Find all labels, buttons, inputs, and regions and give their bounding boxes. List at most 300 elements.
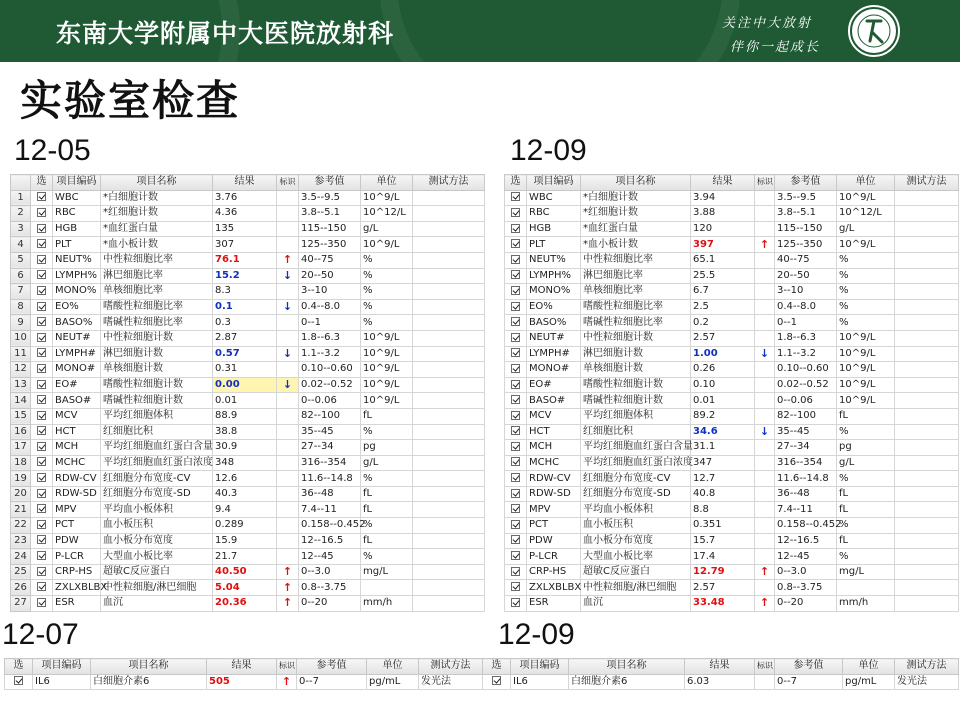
cell-result: 6.03 xyxy=(685,674,755,690)
checkbox-checked[interactable] xyxy=(37,535,46,544)
row-number: 15 xyxy=(11,408,31,424)
select-checkbox-cell[interactable] xyxy=(505,549,527,565)
checkbox-checked[interactable] xyxy=(37,270,46,279)
cell-reference: 0.10--0.60 xyxy=(299,362,361,378)
checkbox-checked[interactable] xyxy=(511,348,520,357)
checkbox-checked[interactable] xyxy=(511,598,520,607)
header-select[interactable]: 选 xyxy=(31,175,53,191)
checkbox-checked[interactable] xyxy=(511,333,520,342)
table-row[interactable] xyxy=(505,533,959,549)
select-checkbox-cell[interactable] xyxy=(505,346,527,362)
checkbox-checked[interactable] xyxy=(511,255,520,264)
cell-method xyxy=(895,549,959,565)
checkbox-checked[interactable] xyxy=(511,364,520,373)
select-checkbox-cell[interactable] xyxy=(31,237,53,253)
table-row[interactable] xyxy=(505,268,959,284)
table-row[interactable] xyxy=(505,315,959,331)
select-checkbox-cell[interactable] xyxy=(505,237,527,253)
checkbox-checked[interactable] xyxy=(37,489,46,498)
cell-result: 0.2 xyxy=(691,315,755,331)
table-row[interactable] xyxy=(11,486,485,502)
cell-unit xyxy=(361,580,413,596)
select-checkbox-cell[interactable] xyxy=(31,502,53,518)
select-checkbox-cell[interactable] xyxy=(31,580,53,596)
select-checkbox-cell[interactable] xyxy=(31,221,53,237)
cell-name: 淋巴细胞计数 xyxy=(101,346,213,362)
select-checkbox-cell[interactable] xyxy=(31,564,53,580)
cell-flag xyxy=(755,533,775,549)
select-checkbox-cell[interactable] xyxy=(505,564,527,580)
checkbox-checked[interactable] xyxy=(37,473,46,482)
table-row[interactable] xyxy=(5,674,483,690)
checkbox-checked[interactable] xyxy=(511,411,520,420)
checkbox-checked[interactable] xyxy=(37,520,46,529)
table-row[interactable] xyxy=(11,268,485,284)
header-code[interactable]: 项目编码 xyxy=(511,659,569,675)
table-row[interactable] xyxy=(505,393,959,409)
table-row[interactable] xyxy=(505,221,959,237)
cell-result: 33.48 xyxy=(691,596,755,612)
cell-reference: 7.4--11 xyxy=(775,502,837,518)
select-checkbox-cell[interactable] xyxy=(31,362,53,378)
cell-method xyxy=(413,330,485,346)
table-row[interactable] xyxy=(11,596,485,612)
cell-flag xyxy=(277,424,299,440)
header-unit[interactable]: 单位 xyxy=(837,175,895,191)
table-row[interactable] xyxy=(11,455,485,471)
checkbox-checked[interactable] xyxy=(37,317,46,326)
table-row[interactable] xyxy=(505,299,959,315)
checkbox-checked[interactable] xyxy=(511,520,520,529)
cell-name: *血红蛋白量 xyxy=(581,221,691,237)
table-row[interactable] xyxy=(505,596,959,612)
cell-reference: 115--150 xyxy=(775,221,837,237)
table-row[interactable] xyxy=(505,440,959,456)
cell-name: 血沉 xyxy=(101,596,213,612)
cell-code: PDW xyxy=(53,533,101,549)
cell-method xyxy=(413,471,485,487)
checkbox-checked[interactable] xyxy=(511,224,520,233)
cell-unit: g/L xyxy=(837,221,895,237)
checkbox-checked[interactable] xyxy=(37,364,46,373)
cell-result: 348 xyxy=(213,455,277,471)
table-header-row xyxy=(483,659,959,675)
table-row[interactable] xyxy=(11,502,485,518)
header-unit[interactable]: 单位 xyxy=(843,659,895,675)
cell-unit: % xyxy=(361,424,413,440)
cell-flag xyxy=(277,393,299,409)
cell-method xyxy=(895,580,959,596)
table-row[interactable] xyxy=(505,408,959,424)
header-select[interactable]: 选 xyxy=(505,175,527,191)
table-row[interactable] xyxy=(505,377,959,393)
cell-name: 血小板分布宽度 xyxy=(581,533,691,549)
table-row[interactable] xyxy=(11,362,485,378)
header-reference[interactable]: 参考值 xyxy=(775,175,837,191)
select-checkbox-cell[interactable] xyxy=(483,674,511,690)
cell-result: 15.2 xyxy=(213,268,277,284)
cell-flag xyxy=(755,362,775,378)
checkbox-checked[interactable] xyxy=(37,255,46,264)
cell-reference: 0.4--8.0 xyxy=(775,299,837,315)
select-checkbox-cell[interactable] xyxy=(31,455,53,471)
select-checkbox-cell[interactable] xyxy=(505,424,527,440)
checkbox-checked[interactable] xyxy=(14,676,23,685)
select-checkbox-cell[interactable] xyxy=(31,486,53,502)
cell-method xyxy=(413,455,485,471)
checkbox-checked[interactable] xyxy=(37,208,46,217)
cell-flag xyxy=(755,330,775,346)
select-checkbox-cell[interactable] xyxy=(31,393,53,409)
checkbox-checked[interactable] xyxy=(492,676,501,685)
select-checkbox-cell[interactable] xyxy=(505,190,527,206)
header-flag[interactable]: 标识 xyxy=(277,659,297,675)
cell-method xyxy=(895,564,959,580)
checkbox-checked[interactable] xyxy=(37,426,46,435)
cell-result: 0.3 xyxy=(213,315,277,331)
cell-name: 中性粒细胞计数 xyxy=(101,330,213,346)
checkbox-checked[interactable] xyxy=(511,317,520,326)
select-checkbox-cell[interactable] xyxy=(31,424,53,440)
table-row[interactable] xyxy=(505,549,959,565)
select-checkbox-cell[interactable] xyxy=(505,377,527,393)
checkbox-checked[interactable] xyxy=(37,224,46,233)
select-checkbox-cell[interactable] xyxy=(505,408,527,424)
cell-name: 中性粒细胞比率 xyxy=(101,252,213,268)
select-checkbox-cell[interactable] xyxy=(31,549,53,565)
select-checkbox-cell[interactable] xyxy=(31,518,53,534)
checkbox-checked[interactable] xyxy=(37,333,46,342)
cell-name: 淋巴细胞比率 xyxy=(581,268,691,284)
select-checkbox-cell[interactable] xyxy=(31,330,53,346)
select-checkbox-cell[interactable] xyxy=(505,315,527,331)
cell-flag xyxy=(277,237,299,253)
cell-code: HCT xyxy=(527,424,581,440)
table-row[interactable] xyxy=(11,580,485,596)
row-number: 17 xyxy=(11,440,31,456)
table-row[interactable] xyxy=(505,502,959,518)
select-checkbox-cell[interactable] xyxy=(31,206,53,222)
cell-result: 15.7 xyxy=(691,533,755,549)
cell-result: 1.00 xyxy=(691,346,755,362)
cell-unit: 10^9/L xyxy=(837,377,895,393)
table-row[interactable] xyxy=(11,330,485,346)
table-row[interactable] xyxy=(505,455,959,471)
checkbox-checked[interactable] xyxy=(37,582,46,591)
cell-name: 单核细胞计数 xyxy=(101,362,213,378)
checkbox-checked[interactable] xyxy=(511,535,520,544)
select-checkbox-cell[interactable] xyxy=(31,596,53,612)
select-checkbox-cell[interactable] xyxy=(31,533,53,549)
select-checkbox-cell[interactable] xyxy=(31,408,53,424)
cell-name: 血小板压积 xyxy=(101,518,213,534)
select-checkbox-cell[interactable] xyxy=(505,580,527,596)
cell-method xyxy=(413,596,485,612)
cell-unit: 10^9/L xyxy=(837,190,895,206)
cell-result: 135 xyxy=(213,221,277,237)
checkbox-checked[interactable] xyxy=(511,239,520,248)
header-method[interactable]: 测试方法 xyxy=(895,659,959,675)
header-result[interactable]: 结果 xyxy=(691,175,755,191)
checkbox-checked[interactable] xyxy=(511,286,520,295)
cell-flag: ↓ xyxy=(277,268,299,284)
cell-code: BASO# xyxy=(527,393,581,409)
table-row[interactable] xyxy=(11,424,485,440)
select-checkbox-cell[interactable] xyxy=(31,471,53,487)
checkbox-checked[interactable] xyxy=(37,411,46,420)
cell-unit: mm/h xyxy=(837,596,895,612)
select-checkbox-cell[interactable] xyxy=(505,252,527,268)
select-checkbox-cell[interactable] xyxy=(505,518,527,534)
table-row[interactable] xyxy=(505,252,959,268)
cell-result: 31.1 xyxy=(691,440,755,456)
table-row[interactable] xyxy=(11,252,485,268)
cell-result: 0.31 xyxy=(213,362,277,378)
table-row[interactable] xyxy=(11,377,485,393)
cell-name: 平均红细胞体积 xyxy=(581,408,691,424)
header-code[interactable]: 项目编码 xyxy=(53,175,101,191)
cell-reference: 27--34 xyxy=(775,440,837,456)
cell-code: RDW-SD xyxy=(527,486,581,502)
cell-reference: 0--3.0 xyxy=(299,564,361,580)
checkbox-checked[interactable] xyxy=(37,286,46,295)
table-row[interactable] xyxy=(11,408,485,424)
table-row[interactable] xyxy=(11,221,485,237)
checkbox-checked[interactable] xyxy=(37,239,46,248)
select-checkbox-cell[interactable] xyxy=(5,674,33,690)
select-checkbox-cell[interactable] xyxy=(505,533,527,549)
cell-unit: fL xyxy=(361,408,413,424)
cell-code: HGB xyxy=(53,221,101,237)
cell-result: 120 xyxy=(691,221,755,237)
table-row[interactable] xyxy=(505,284,959,300)
cell-method xyxy=(895,362,959,378)
header-flag[interactable]: 标识 xyxy=(755,175,775,191)
header-result[interactable]: 结果 xyxy=(685,659,755,675)
checkbox-checked[interactable] xyxy=(511,457,520,466)
table-row[interactable] xyxy=(11,518,485,534)
table-row[interactable] xyxy=(11,190,485,206)
select-checkbox-cell[interactable] xyxy=(505,330,527,346)
header-reference[interactable]: 参考值 xyxy=(775,659,843,675)
header-unit[interactable]: 单位 xyxy=(361,175,413,191)
cell-unit: % xyxy=(361,299,413,315)
cell-unit: fL xyxy=(837,408,895,424)
select-checkbox-cell[interactable] xyxy=(31,252,53,268)
header-name[interactable]: 项目名称 xyxy=(569,659,685,675)
cell-reference: 36--48 xyxy=(775,486,837,502)
cell-reference: 82--100 xyxy=(299,408,361,424)
cell-flag: ↓ xyxy=(755,424,775,440)
table-row[interactable] xyxy=(505,580,959,596)
cell-unit: 10^9/L xyxy=(361,330,413,346)
cell-flag xyxy=(755,393,775,409)
header-reference[interactable]: 参考值 xyxy=(299,175,361,191)
cell-method xyxy=(413,362,485,378)
header-method[interactable]: 测试方法 xyxy=(419,659,483,675)
select-checkbox-cell[interactable] xyxy=(505,362,527,378)
header-flag[interactable]: 标识 xyxy=(277,175,299,191)
select-checkbox-cell[interactable] xyxy=(505,596,527,612)
checkbox-checked[interactable] xyxy=(37,457,46,466)
cell-flag xyxy=(277,549,299,565)
checkbox-checked[interactable] xyxy=(511,582,520,591)
checkbox-checked[interactable] xyxy=(37,302,46,311)
table-row[interactable] xyxy=(11,237,485,253)
checkbox-checked[interactable] xyxy=(511,567,520,576)
select-checkbox-cell[interactable] xyxy=(505,440,527,456)
header-method[interactable]: 测试方法 xyxy=(895,175,959,191)
cell-name: 白细胞介素6 xyxy=(91,674,207,690)
lab-table-1209-il6 xyxy=(482,658,959,690)
cell-code: ESR xyxy=(53,596,101,612)
cell-name: 中性粒细胞/淋巴细胞 xyxy=(101,580,213,596)
select-checkbox-cell[interactable] xyxy=(505,486,527,502)
cell-code: ZXLXBLBX xyxy=(53,580,101,596)
select-checkbox-cell[interactable] xyxy=(31,190,53,206)
checkbox-checked[interactable] xyxy=(37,380,46,389)
table-row[interactable] xyxy=(11,346,485,362)
table-row[interactable] xyxy=(505,486,959,502)
table-row[interactable] xyxy=(505,206,959,222)
table-row[interactable] xyxy=(505,237,959,253)
table-row[interactable] xyxy=(11,549,485,565)
select-checkbox-cell[interactable] xyxy=(505,221,527,237)
header-result[interactable]: 结果 xyxy=(213,175,277,191)
table-row[interactable] xyxy=(11,471,485,487)
table-row[interactable] xyxy=(11,393,485,409)
cell-reference: 3.5--9.5 xyxy=(299,190,361,206)
cell-result: 6.7 xyxy=(691,284,755,300)
cell-unit: mg/L xyxy=(361,564,413,580)
checkbox-checked[interactable] xyxy=(511,208,520,217)
table-row[interactable] xyxy=(11,533,485,549)
select-checkbox-cell[interactable] xyxy=(31,346,53,362)
cell-name: *红细胞计数 xyxy=(101,206,213,222)
select-checkbox-cell[interactable] xyxy=(31,284,53,300)
cell-flag xyxy=(755,377,775,393)
checkbox-checked[interactable] xyxy=(37,551,46,560)
cell-reference: 3.8--5.1 xyxy=(775,206,837,222)
cell-result: 0.1 xyxy=(213,299,277,315)
table-row[interactable] xyxy=(11,440,485,456)
cell-code: MONO% xyxy=(527,284,581,300)
header-result[interactable]: 结果 xyxy=(207,659,277,675)
table-row[interactable] xyxy=(505,190,959,206)
table-row[interactable] xyxy=(505,471,959,487)
checkbox-checked[interactable] xyxy=(511,504,520,513)
checkbox-checked[interactable] xyxy=(511,270,520,279)
checkbox-checked[interactable] xyxy=(37,598,46,607)
select-checkbox-cell[interactable] xyxy=(505,455,527,471)
select-checkbox-cell[interactable] xyxy=(31,315,53,331)
table-row[interactable] xyxy=(11,299,485,315)
select-checkbox-cell[interactable] xyxy=(505,471,527,487)
cell-name: 嗜酸性粒细胞比率 xyxy=(101,299,213,315)
table-row[interactable] xyxy=(11,564,485,580)
checkbox-checked[interactable] xyxy=(37,192,46,201)
header-code[interactable]: 项目编码 xyxy=(527,175,581,191)
cell-flag: ↑ xyxy=(755,237,775,253)
cell-flag xyxy=(755,486,775,502)
table-row[interactable] xyxy=(11,284,485,300)
table-row[interactable] xyxy=(505,362,959,378)
cell-unit: g/L xyxy=(361,221,413,237)
table-row[interactable] xyxy=(505,330,959,346)
header-name[interactable]: 项目名称 xyxy=(91,659,207,675)
cell-code: MONO# xyxy=(527,362,581,378)
select-checkbox-cell[interactable] xyxy=(505,502,527,518)
checkbox-checked[interactable] xyxy=(37,442,46,451)
checkbox-checked[interactable] xyxy=(511,192,520,201)
checkbox-checked[interactable] xyxy=(37,348,46,357)
table-row[interactable] xyxy=(483,674,959,690)
header-reference[interactable]: 参考值 xyxy=(297,659,367,675)
checkbox-checked[interactable] xyxy=(511,395,520,404)
header-flag[interactable]: 标识 xyxy=(755,659,775,675)
select-checkbox-cell[interactable] xyxy=(31,268,53,284)
checkbox-checked[interactable] xyxy=(37,504,46,513)
checkbox-checked[interactable] xyxy=(37,567,46,576)
cell-name: 大型血小板比率 xyxy=(101,549,213,565)
select-checkbox-cell[interactable] xyxy=(505,284,527,300)
checkbox-checked[interactable] xyxy=(511,489,520,498)
select-checkbox-cell[interactable] xyxy=(505,206,527,222)
cell-name: 淋巴细胞计数 xyxy=(581,346,691,362)
header-select[interactable]: 选 xyxy=(483,659,511,675)
header-name[interactable]: 项目名称 xyxy=(581,175,691,191)
cell-reference: 1.1--3.2 xyxy=(775,346,837,362)
checkbox-checked[interactable] xyxy=(511,302,520,311)
cell-result: 0.351 xyxy=(691,518,755,534)
checkbox-checked[interactable] xyxy=(511,442,520,451)
table-row[interactable] xyxy=(11,315,485,331)
checkbox-checked[interactable] xyxy=(511,380,520,389)
cell-flag xyxy=(277,455,299,471)
cell-flag xyxy=(755,315,775,331)
select-checkbox-cell[interactable] xyxy=(505,299,527,315)
header-select[interactable]: 选 xyxy=(5,659,33,675)
cell-method xyxy=(895,330,959,346)
checkbox-checked[interactable] xyxy=(511,551,520,560)
checkbox-checked[interactable] xyxy=(37,395,46,404)
select-checkbox-cell[interactable] xyxy=(31,440,53,456)
header-code[interactable]: 项目编码 xyxy=(33,659,91,675)
table-row[interactable] xyxy=(505,424,959,440)
select-checkbox-cell[interactable] xyxy=(505,393,527,409)
cell-reference: 40--75 xyxy=(775,252,837,268)
cell-method xyxy=(895,206,959,222)
table-row[interactable] xyxy=(505,346,959,362)
header-name[interactable]: 项目名称 xyxy=(101,175,213,191)
cell-flag xyxy=(277,330,299,346)
cell-name: 嗜酸性粒细胞比率 xyxy=(581,299,691,315)
header-method[interactable]: 测试方法 xyxy=(413,175,485,191)
cell-method xyxy=(895,408,959,424)
cell-reference: 3--10 xyxy=(775,284,837,300)
checkbox-checked[interactable] xyxy=(511,426,520,435)
table-row[interactable] xyxy=(505,518,959,534)
select-checkbox-cell[interactable] xyxy=(31,299,53,315)
select-checkbox-cell[interactable] xyxy=(505,268,527,284)
header-unit[interactable]: 单位 xyxy=(367,659,419,675)
checkbox-checked[interactable] xyxy=(511,473,520,482)
table-row[interactable] xyxy=(505,564,959,580)
select-checkbox-cell[interactable] xyxy=(31,377,53,393)
table-row[interactable] xyxy=(11,206,485,222)
row-number: 14 xyxy=(11,393,31,409)
cell-result: 40.8 xyxy=(691,486,755,502)
